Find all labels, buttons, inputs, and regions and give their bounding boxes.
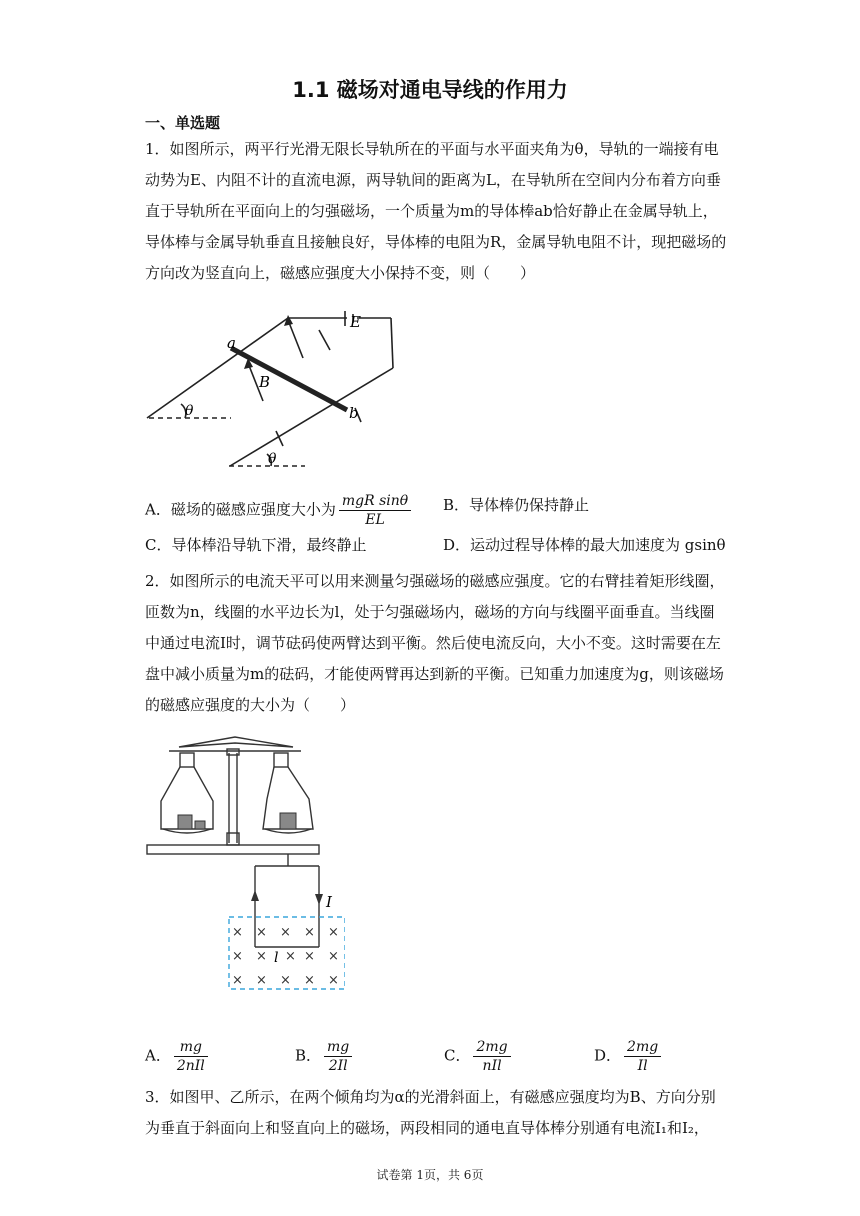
q2-option-d [594,1038,664,1075]
field-cross: × [285,949,296,964]
q2-option-c-den: nIl [482,1058,502,1074]
field-cross: × [232,925,243,940]
q2-option-b-fraction [324,1038,352,1075]
field-cross: × [304,973,315,988]
q2-option-d-num: 2mg [624,1038,661,1057]
field-cross: × [304,949,315,964]
q2-option-a-num: mg [174,1038,208,1057]
question-2-figure [145,733,345,995]
q2-option-c [444,1038,514,1075]
q2-option-b [295,1038,355,1075]
q2-option-d-fraction [624,1038,661,1075]
q1-option-a-num: mgR sinθ [339,492,411,511]
question-3-text: 3．如图甲、乙所示，在两个倾角均为α的光滑斜面上，有磁感应强度均为B、方向分别为垂直于斜面向上和竖直向上的磁场，两段相同的通电直导体棒分别通有电流I₁和I₂， [145,1088,716,1137]
field-cross: × [280,973,291,988]
field-cross: × [328,925,339,940]
q2-option-c-num: 2mg [473,1038,510,1057]
q1-option-a-prefix: A．磁场的磁感应强度大小为 [145,500,336,519]
q1-option-b: B．导体棒仍保持静止 [443,496,590,514]
label-theta-top: θ [185,403,194,419]
field-cross: × [328,949,339,964]
q1-option-a-den: EL [365,512,385,528]
label-length-l: l [274,950,279,966]
label-a: a [227,334,236,352]
field-cross: × [256,925,267,940]
q1-option-a-fraction [339,492,411,529]
label-B-field: B [259,373,271,391]
label-b: b [349,404,359,422]
q2-option-a-den: 2nIl [176,1058,205,1074]
q2-option-d-den: Il [637,1058,648,1074]
question-2-text: 2．如图所示的电流天平可以用来测量匀强磁场的磁感应强度。它的右臂挂着矩形线圈，匝数为n，线圈的水平边长为l，处于匀强磁场内，磁场的方向与线圈平面垂直。当线圈中通过电流I时，调节砝码使两臂达到平衡。然后使电流反向，大小不变。这时需要在左盘中减小质量为m的砝码，才能使两臂再达到新的平衡。已知重力加速度为g，则该磁场的磁感应强度的大小为（ ） [145,572,725,714]
q2-option-c-label: C． [444,1046,471,1065]
q2-option-a-label: A． [145,1046,171,1065]
q1-option-a [145,492,414,529]
field-cross: × [328,973,339,988]
label-E: E [350,313,361,331]
q2-option-d-label: D． [594,1046,622,1065]
question-1-text: 1．如图所示，两平行光滑无限长导轨所在的平面与水平面夹角为θ，导轨的一端接有电动势为E、内阻不计的直流电源，两导轨间的距离为L，在导轨所在空间内分布着方向垂直于导轨所在平面向上的匀强磁场，一个质量为m的导体棒ab恰好静止在金属导轨上，导体棒与金属导轨垂直且接触良好，导体棒的电阻为R，金属导轨电阻不计，现把磁场的方向改为竖直向上，磁感应强度大小保持不变，则（ ） [145,140,727,282]
field-cross: × [256,949,267,964]
field-cross: × [232,973,243,988]
section-heading: 一、单选题 [145,114,221,132]
field-cross: × [280,925,291,940]
q2-option-a-fraction [174,1038,208,1075]
question-1-figure [145,306,405,472]
q1-option-d: D．运动过程导体棒的最大加速度为 gsinθ [443,536,726,554]
page-footer: 试卷第 1页，共 6页 [376,1168,484,1182]
q2-option-b-num: mg [324,1038,352,1057]
label-theta-bottom: θ [268,451,277,467]
q2-option-b-label: B． [295,1046,322,1065]
label-current-I: I [326,893,332,911]
field-cross: × [304,925,315,940]
page-title: 1.1 磁场对通电导线的作用力 [292,78,568,102]
q2-option-c-fraction [473,1038,510,1075]
q1-option-c: C．导体棒沿导轨下滑，最终静止 [145,536,367,554]
q2-option-b-den: 2Il [328,1058,348,1074]
field-cross: × [256,973,267,988]
q2-option-a [145,1038,211,1075]
field-cross: × [232,949,243,964]
